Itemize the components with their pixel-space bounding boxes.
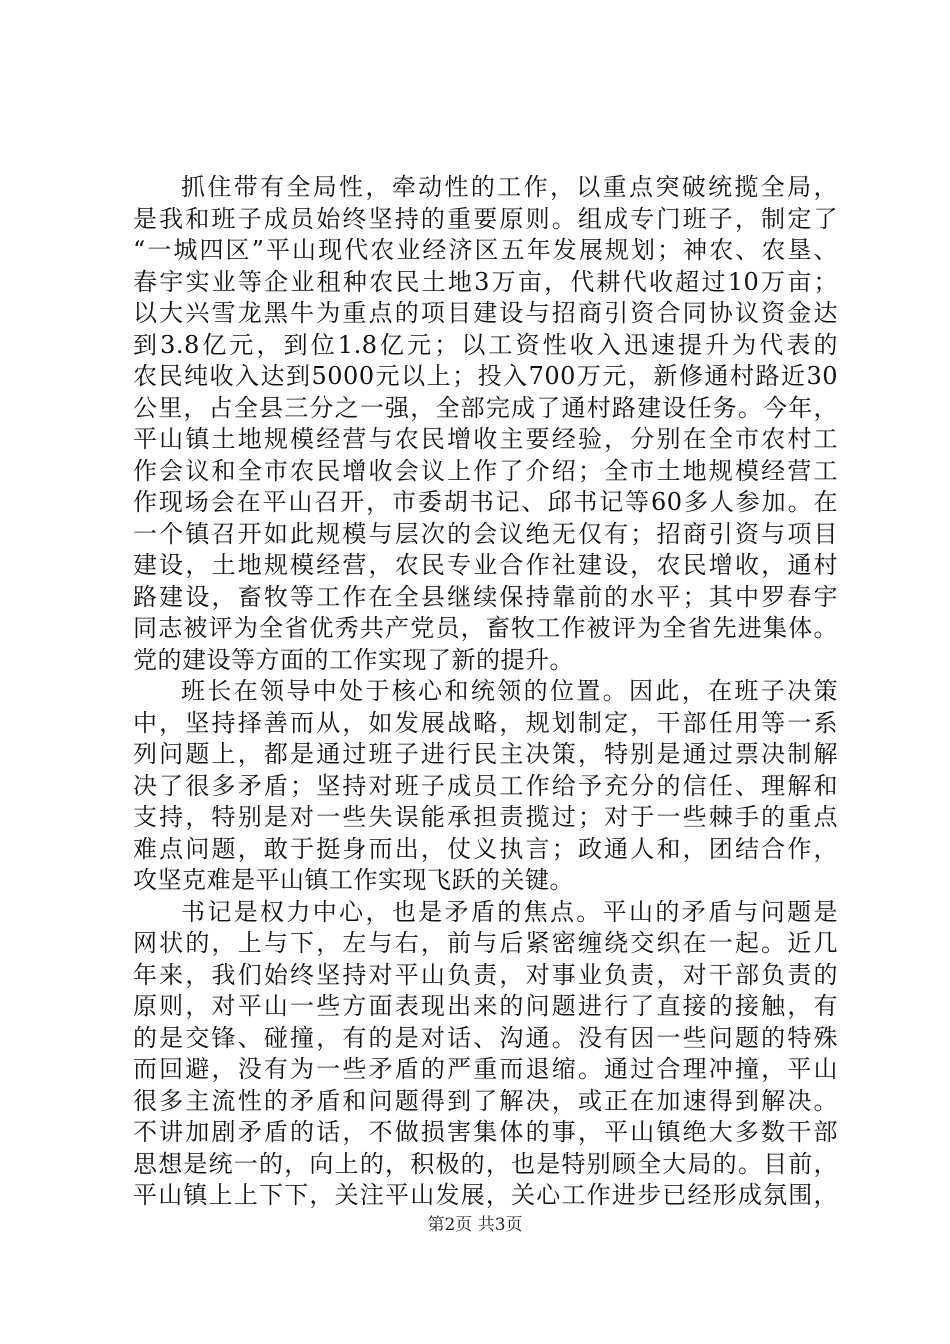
text-line: 列问题上，都是通过班子进行民主决策，特别是通过票决制解 [133, 740, 838, 768]
text-line: “一城四区”平山现代农业经济区五年发展规划；神农、农垦、 [133, 236, 838, 264]
text-line: 抓住带有全局性，牵动性的工作，以重点突破统揽全局， [181, 173, 838, 201]
text-line: 书记是权力中心，也是矛盾的焦点。平山的矛盾与问题是 [181, 897, 838, 926]
text-line: 攻坚克难是平山镇工作实现飞跃的关键。 [133, 866, 574, 894]
text-line: 作会议和全市农民增收会议上作了介绍；全市土地规模经营工 [133, 456, 838, 485]
text-line: 年来，我们始终坚持对平山负责，对事业负责，对干部负责的 [133, 960, 838, 989]
text-line: 春宇实业等企业租种农民土地3万亩，代耕代收超过10万亩； [133, 267, 838, 296]
text-line: 建设，土地规模经营，农民专业合作社建设，农民增收，通村 [133, 551, 838, 579]
text-line: 难点问题，敢于挺身而出，仗义执言；政通人和，团结合作， [133, 834, 838, 863]
text-line: 不讲加剧矛盾的话，不做损害集体的事，平山镇绝大多数干部 [133, 1118, 838, 1146]
text-line: 党的建设等方面的工作实现了新的提升。 [133, 645, 574, 674]
text-line: 原则，对平山一些方面表现出来的问题进行了直接的接触，有 [133, 992, 838, 1020]
paragraph-1 [133, 172, 838, 676]
text-line: 一个镇召开如此规模与层次的会议绝无仅有；招商引资与项目 [133, 519, 838, 548]
text-line: 支持，特别是对一些失误能承担责揽过；对于一些棘手的重点 [133, 803, 838, 831]
text-line: 作现场会在平山召开，市委胡书记、邱书记等60多人参加。在 [133, 488, 838, 516]
text-line: 很多主流性的矛盾和问题得到了解决，或正在加速得到解决。 [133, 1086, 838, 1115]
paragraph-2 [133, 676, 838, 897]
document-body [133, 172, 838, 1212]
text-line: 决了很多矛盾；坚持对班子成员工作给予充分的信任、理解和 [133, 771, 838, 800]
page-number: 第2页 共3页 [427, 1215, 523, 1235]
text-line: 班长在领导中处于核心和统领的位置。因此，在班子决策 [181, 677, 838, 705]
text-line: 中，坚持择善而从，如发展战略，规划制定，干部任用等一系 [133, 708, 838, 737]
text-line: 同志被评为全省优秀共产党员，畜牧工作被评为全省先进集体。 [133, 614, 838, 642]
text-line: 到3.8亿元，到位1.8亿元；以工资性收入迅速提升为代表的 [133, 330, 838, 359]
text-line: 网状的，上与下，左与右，前与后紧密缠绕交织在一起。近几 [133, 929, 838, 957]
text-line: 平山镇土地规模经营与农民增收主要经验，分别在全市农村工 [133, 425, 838, 453]
text-line: 平山镇上上下下，关注平山发展，关心工作进步已经形成氛围， [133, 1181, 838, 1209]
text-line: 路建设，畜牧等工作在全县继续保持靠前的水平；其中罗春宇 [133, 582, 838, 611]
text-line: 的是交锋、碰撞，有的是对话、沟通。没有因一些问题的特殊 [133, 1023, 838, 1052]
text-line: 公里，占全县三分之一强，全部完成了通村路建设任务。今年， [133, 393, 838, 422]
text-line: 思想是统一的，向上的，积极的，也是特别顾全大局的。目前， [133, 1149, 838, 1178]
text-line: 以大兴雪龙黑牛为重点的项目建设与招商引资合同协议资金达 [133, 299, 838, 327]
text-line: 是我和班子成员始终坚持的重要原则。组成专门班子，制定了 [133, 204, 838, 233]
paragraph-3 [133, 897, 838, 1212]
text-line: 农民纯收入达到5000元以上；投入700万元，新修通村路近30 [133, 362, 838, 390]
page-footer [0, 1214, 950, 1236]
text-line: 而回避，没有为一些矛盾的严重而退缩。通过合理冲撞，平山 [133, 1055, 838, 1083]
